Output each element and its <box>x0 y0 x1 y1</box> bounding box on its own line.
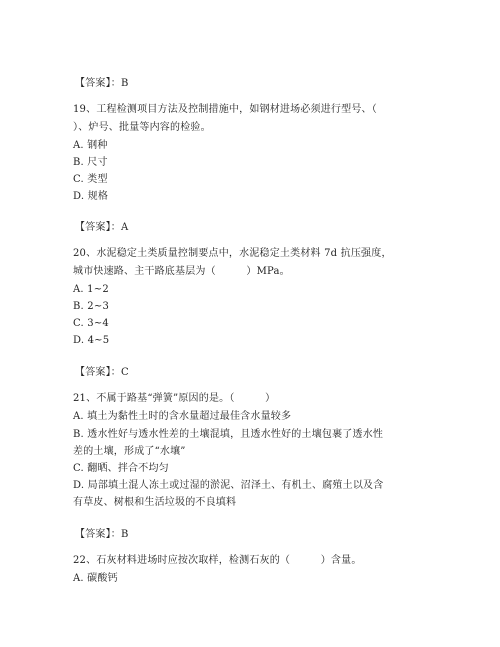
option-c: C. 类型 <box>73 174 108 185</box>
answer-line: 【答案】：C <box>75 367 129 378</box>
question-text: 21、不属于路基“弹簧”原因的是。（ ） <box>73 393 276 404</box>
option-b: B. 透水性好与透水性差的土壤混填，且透水性好的土壤包裹了透水性 <box>73 429 384 440</box>
option-c: C. 3~4 <box>73 318 109 329</box>
option-b: B. 2~3 <box>73 301 110 312</box>
option-d-continued: 有草皮、树根和生活垃圾的不良填料 <box>73 497 237 508</box>
question-text: ）、炉号、批量等内容的检验。 <box>73 122 211 133</box>
option-b-continued: 差的土壤，形成了“水壤” <box>73 446 186 457</box>
option-d: D. 4~5 <box>73 335 110 346</box>
option-a: A. 碳酸钙 <box>73 573 118 584</box>
option-a: A. 钢种 <box>73 140 108 151</box>
answer-line: 【答案】：B <box>75 78 129 89</box>
answer-line: 【答案】：A <box>75 222 129 233</box>
option-d: D. 规格 <box>73 191 109 202</box>
option-c: C. 翻晒、拌合不均匀 <box>73 463 169 474</box>
option-a: A. 1~2 <box>73 284 109 295</box>
option-d: D. 局部填土混人冻土或过湿的淤泥、沼泽土、有机土、腐殖土以及含 <box>73 480 384 491</box>
option-b: B. 尺寸 <box>73 157 108 168</box>
question-text: 19、工程检测项目方法及控制措施中，如钢材进场必须进行型号、（ <box>73 104 377 115</box>
option-a: A. 填土为黏性土时的含水量超过最佳含水量较多 <box>73 411 292 422</box>
question-text: 22、石灰材料进场时应按次取样，检测石灰的（ ）含量。 <box>73 555 362 566</box>
answer-line: 【答案】：B <box>75 529 129 540</box>
question-text: 20、水泥稳定土类质量控制要点中，水泥稳定土类材料 7d 抗压强度， <box>73 248 392 259</box>
question-text: 城市快速路、主干路底基层为（ ）MPa。 <box>73 266 290 277</box>
